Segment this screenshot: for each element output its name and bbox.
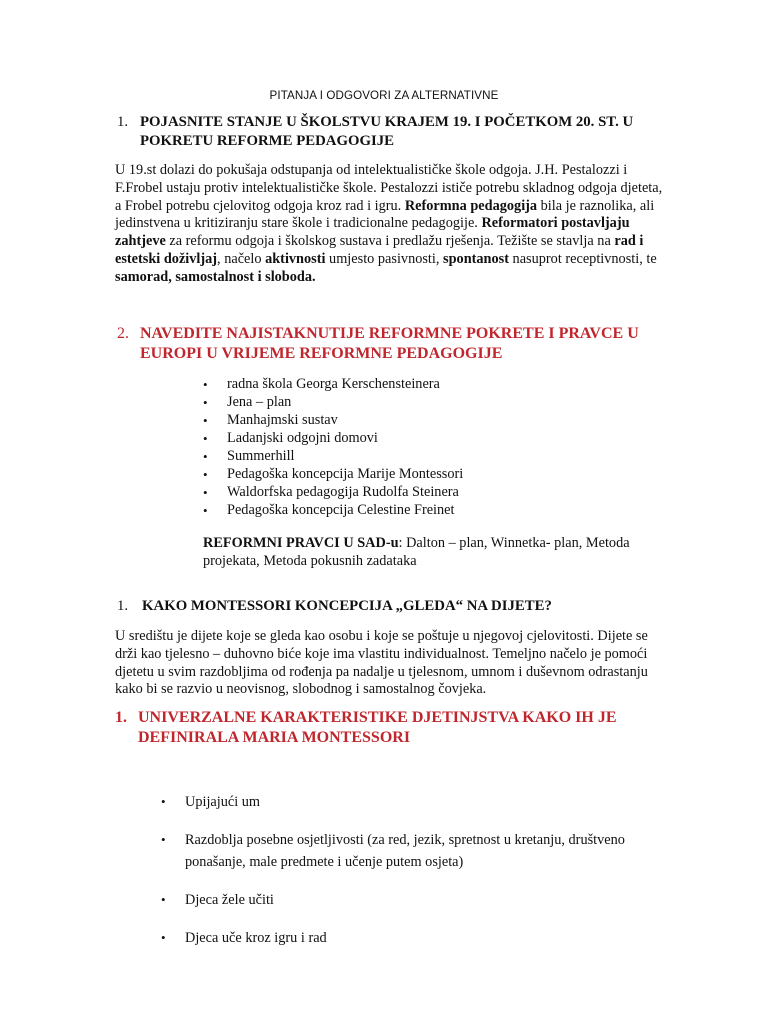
bullet-icon: • [203, 431, 208, 446]
reformni-pravci-text: : Dalton – plan, Winnetka- plan, Metoda projekata, Metoda pokusnih zadataka [203, 535, 630, 569]
list-item-text: Djeca uče kroz igru i rad [185, 930, 327, 946]
list-item [161, 889, 681, 911]
question-1-answer [115, 162, 667, 287]
list-item [203, 466, 463, 484]
question-1-heading [117, 113, 657, 151]
answer-emphasis: samorad, samostalnost i sloboda. [115, 268, 316, 285]
list-item-text: Summerhill [227, 448, 295, 464]
list-item [161, 791, 681, 813]
bullet-icon: • [203, 467, 208, 482]
question-text: UNIVERZALNE KARAKTERISTIKE DJETINJSTVA KAKO IH JE DEFINIRALA MARIA MONTESSORI [138, 709, 617, 746]
answer-text: bila je raznolika, ali jedinstvena u kritiziranju stare škole i tradicionalne pedagogije. [115, 197, 655, 232]
question-number: 1. [117, 598, 129, 614]
answer-text: umjesto pasivnosti, [325, 250, 444, 267]
question-4-heading [115, 708, 655, 748]
list-item-text: Djeca žele učiti [185, 892, 274, 908]
list-item [203, 412, 463, 430]
list-item [161, 927, 681, 949]
answer-emphasis: Reformna pedagogija [404, 197, 538, 214]
question-3-heading [117, 597, 657, 616]
bullet-icon: • [161, 832, 166, 847]
answer-text: , načelo [217, 250, 266, 267]
question-text: POJASNITE STANJE U ŠKOLSTVU KRAJEM 19. I POČETKOM 20. ST. U POKRETU REFORME PEDAGOGIJE [140, 114, 634, 149]
bullet-icon: • [203, 377, 208, 392]
list-item [203, 430, 463, 448]
question-number: 1. [117, 114, 129, 130]
list-item [203, 394, 463, 412]
reformni-pravci-label: REFORMNI PRAVCI U SAD-u [203, 535, 399, 551]
answer-text: nasuprot receptivnosti, te [508, 250, 657, 267]
list-item [203, 448, 463, 466]
question-text: NAVEDITE NAJISTAKNUTIJE REFORMNE POKRETE I PRAVCE U EUROPI U VRIJEME REFORMNE PEDAGOGIJE [140, 325, 639, 362]
bullet-icon: • [203, 449, 208, 464]
bullet-icon: • [203, 413, 208, 428]
list-item-text: Pedagoška koncepcija Celestine Freinet [227, 502, 455, 518]
list-item-text: Manhajmski sustav [227, 412, 338, 428]
document-title: PITANJA I ODGOVORI ZA ALTERNATIVNE [269, 89, 499, 102]
list-item-text: radna škola Georga Kerschensteinera [227, 376, 440, 392]
answer-emphasis: spontanost [443, 250, 509, 267]
bullet-icon: • [161, 930, 166, 945]
answer-emphasis: aktivnosti [265, 250, 326, 267]
question-text: KAKO MONTESSORI KONCEPCIJA „GLEDA“ NA DIJETE? [142, 598, 552, 614]
answer-emphasis: Reformatori postavljaju zahtjeve [115, 215, 630, 250]
reformni-pravci-sad [203, 535, 673, 571]
question-2-heading [117, 324, 657, 364]
answer-text: za reformu odgoja i školskog sustava i predlažu rješenja. Težište se stavlja na [165, 233, 615, 250]
list-item [203, 502, 463, 520]
list-item [203, 376, 463, 394]
bullet-icon: • [161, 794, 166, 809]
bullet-icon: • [203, 503, 208, 518]
answer-emphasis: rad i estetski doživljaj [115, 233, 644, 267]
list-item [161, 829, 681, 873]
answer-text: U 19.st dolazi do pokušaja odstupanja od intelektualističke škole odgoja. J.H. Pestalozzi i F.Frobel ustaju protiv intelektualističke škole. Pestalozzi ističe potrebu skladnog odgoja djeteta, a Frobel potrebu cjelovitog odgoja kroz rad i igru. [115, 162, 663, 214]
reform-movements-list [203, 376, 463, 520]
list-item-text: Waldorfska pedagogija Rudolfa Steinera [227, 484, 459, 500]
list-item-text: Jena – plan [227, 394, 292, 410]
list-item-text: Pedagoška koncepcija Marije Montessori [227, 466, 464, 482]
bullet-icon: • [161, 892, 166, 907]
question-number: 2. [117, 325, 129, 342]
list-item [203, 484, 463, 502]
montessori-characteristics-list [161, 791, 681, 965]
list-item-text: Upijajući um [185, 794, 261, 810]
list-item-text: Ladanjski odgojni domovi [227, 430, 378, 446]
question-3-answer: U središtu je dijete koje se gleda kao osobu i koje se poštuje u njegovoj cjelovitosti. Dijete se drži kao tjelesno – duhovno biće koje ima vlastitu individualnost. Temeljno načelo je pomoći djetetu u svim razdobljima od rođenja pa nadalje u tjelesnom, umnom i duševnom odrastanju kako bi se razvio u neovisnog, slobodnog i samostalnog čovjeka. [115, 628, 648, 698]
question-number: 1. [115, 709, 127, 726]
bullet-icon: • [203, 395, 208, 410]
bullet-icon: • [203, 485, 208, 500]
list-item-text: Razdoblja posebne osjetljivosti (za red, jezik, spretnost u kretanju, društveno ponašanje, male predmete i učenje putem osjeta) [185, 832, 625, 870]
